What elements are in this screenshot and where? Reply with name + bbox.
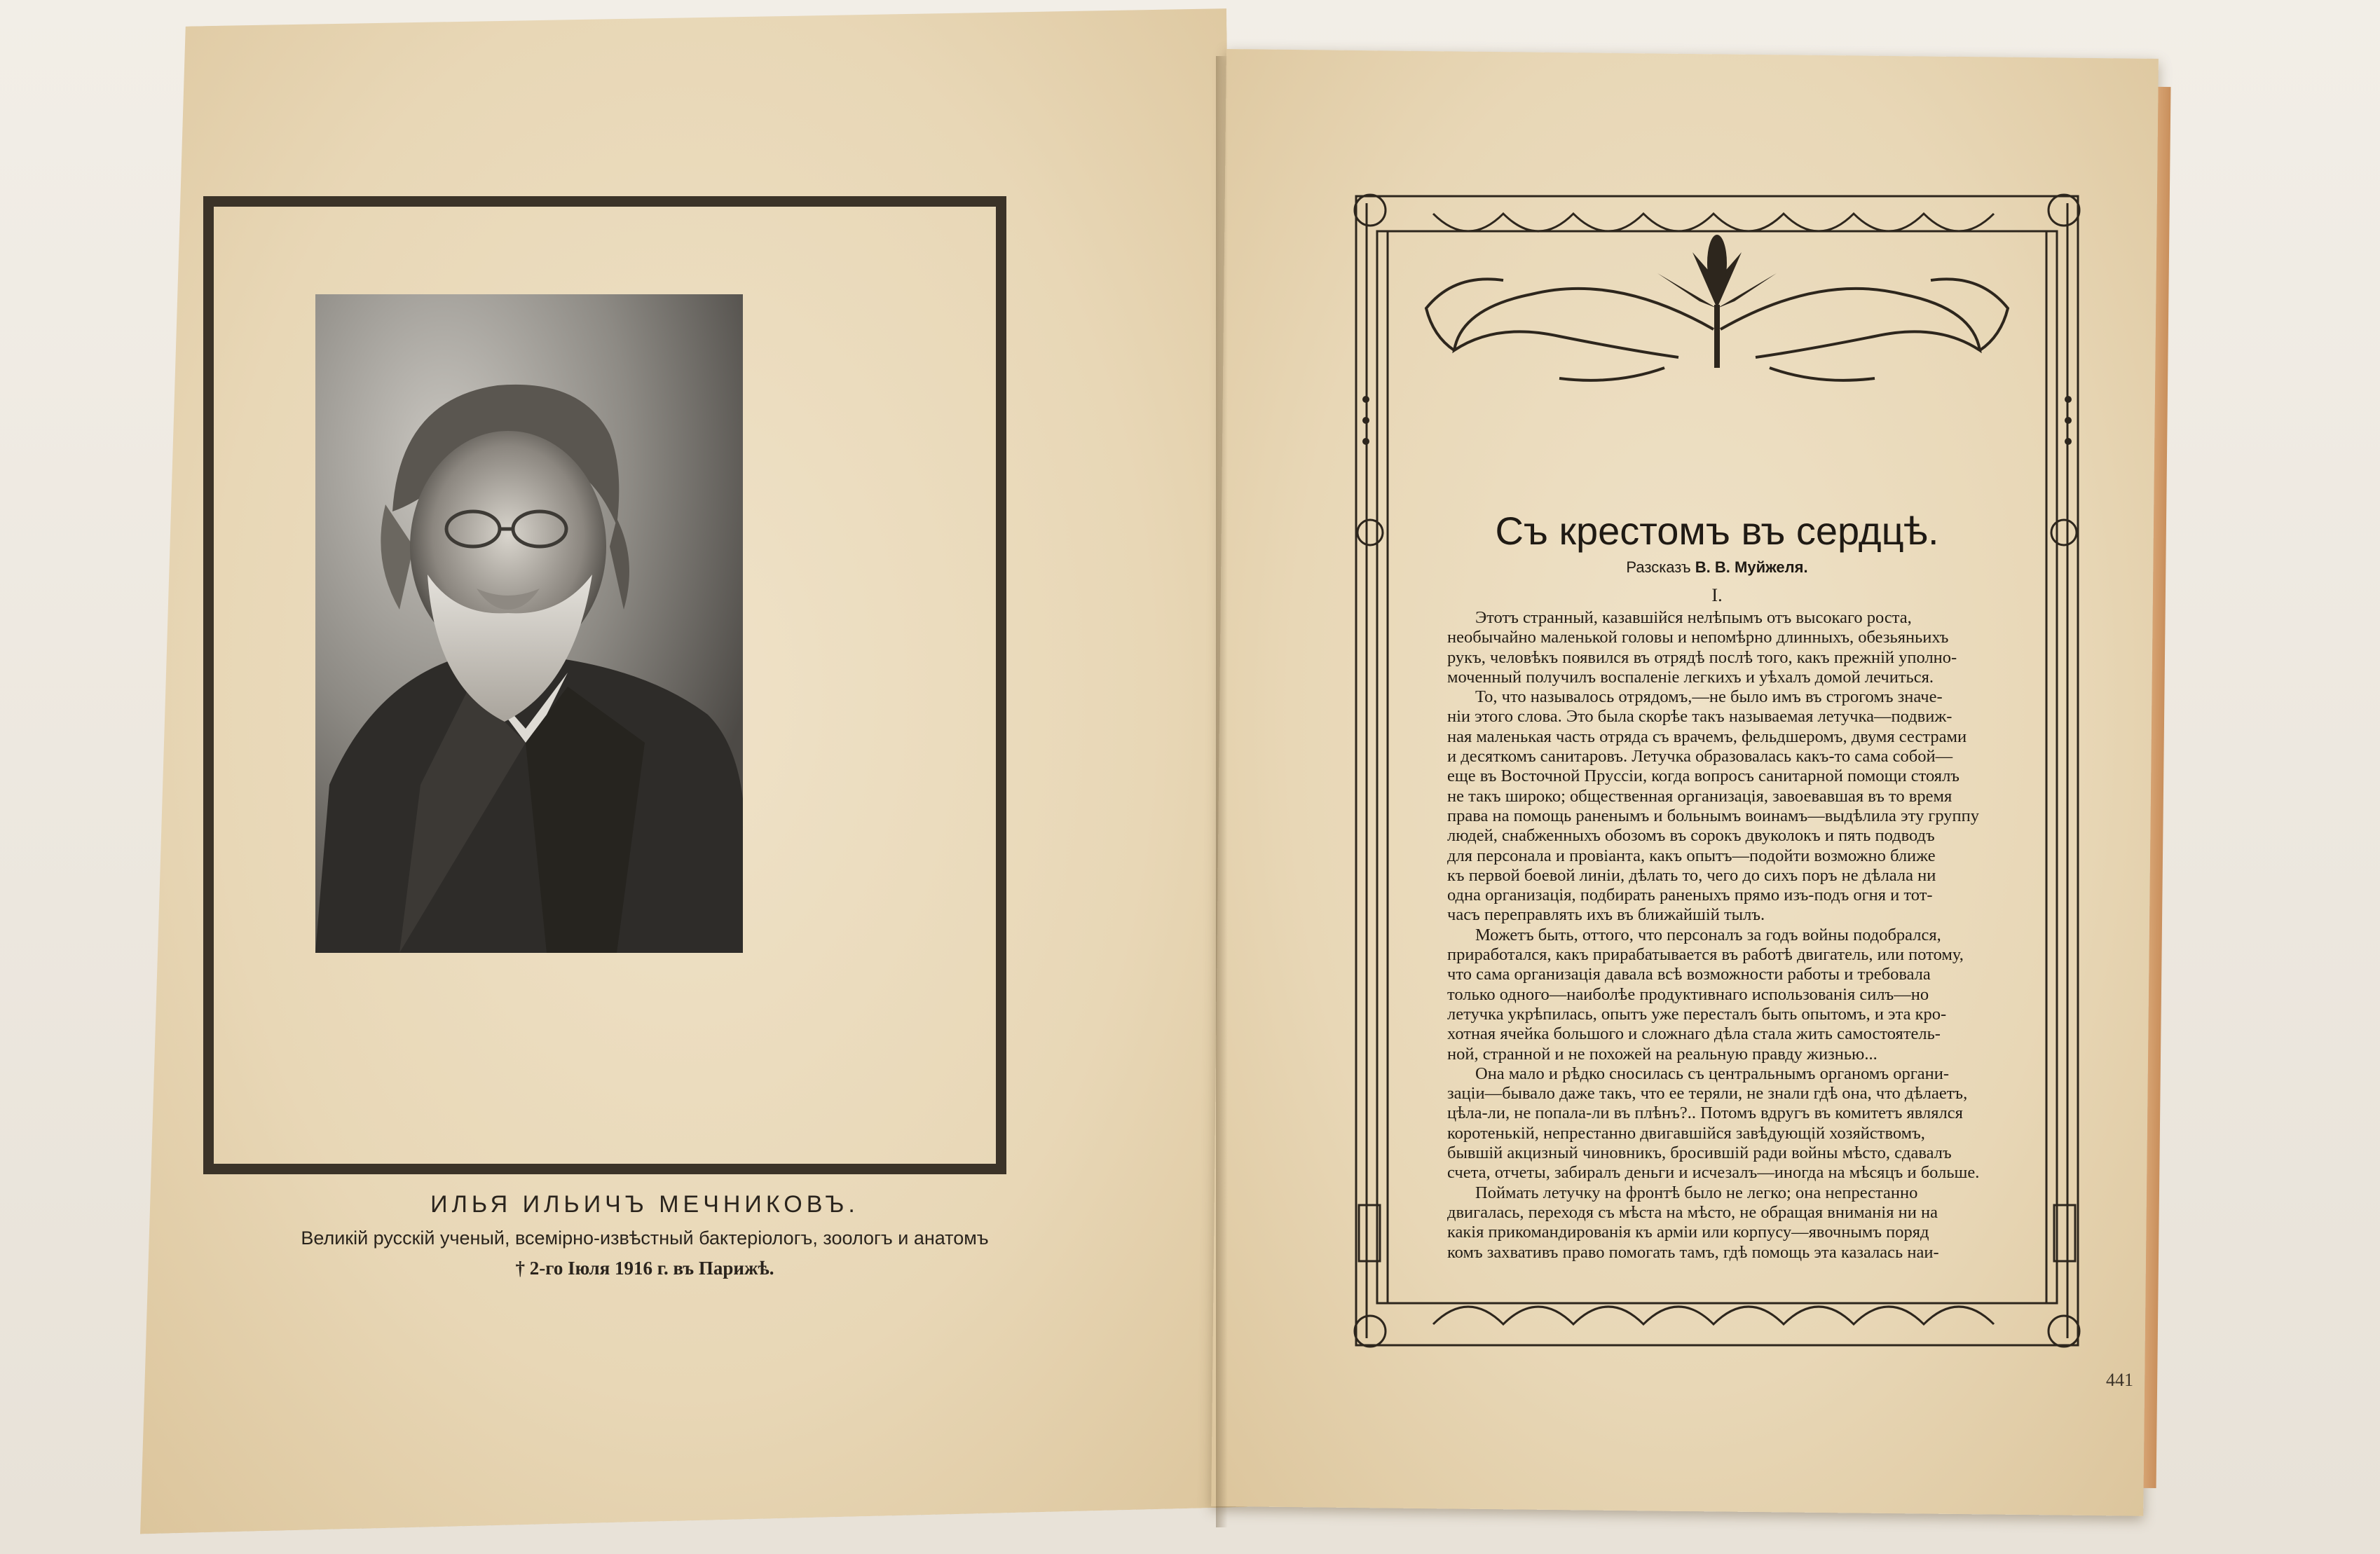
story-text-line: ная маленькая часть отряда съ врачемъ, фельдшеромъ, двумя сестрами: [1447, 727, 1967, 746]
story-text-line: бывшій акцизный чиновникъ, бросившій ради войны мѣсто, сдавалъ: [1447, 1143, 1952, 1163]
story-text-line: Поймать летучку на фронтѣ было не легко; она непрестанно: [1475, 1183, 1918, 1202]
story-text-line: и десяткомъ санитаровъ. Летучка образовалась какъ-то сама собой—: [1447, 747, 1953, 766]
story-text-line: цѣла-ли, не попала-ли въ плѣнъ?.. Потомъ вдругъ въ комитетъ являлся: [1447, 1103, 1963, 1123]
story-text-line: ной, странной и не похожей на реальную правду жизнью...: [1447, 1044, 1878, 1064]
portrait-caption-description: Великій русскій ученый, всемірно-извѣстный бактеріологъ, зоологъ и анатомъ: [301, 1228, 989, 1249]
story-text-line: Она мало и рѣдко сносилась съ центральнымъ органомъ органи-: [1475, 1064, 1950, 1083]
story-text-line: къ первой боевой линіи, дѣлать то, чего до сихъ поръ не дѣлала ни: [1447, 865, 1936, 885]
story-text-line: не такъ широко; общественная организація, завоевавшая въ то время: [1447, 786, 1952, 806]
author-name: В. В. Муйжеля.: [1695, 558, 1808, 576]
story-text-line: моченный получилъ воспаленіе легкихъ и уѣхалъ домой лечиться.: [1447, 667, 1934, 687]
portrait-caption-name: ИЛЬЯ ИЛЬИЧЪ МЕЧНИКОВЪ.: [430, 1191, 859, 1218]
story-text-line: что сама организація давала всѣ возможности работы и требовала: [1447, 965, 1931, 984]
story-text-line: коротенькій, непрестанно двигавшійся завѣдующій хозяйствомъ,: [1447, 1123, 1925, 1143]
story-text-line: еще въ Восточной Пруссіи, когда вопросъ санитарной помощи стоялъ: [1447, 766, 1960, 786]
chapter-number: I.: [1711, 585, 1723, 605]
story-body-text: [1447, 608, 2064, 1263]
story-text-line: одна организація, подбирать раненыхъ прямо изъ-подъ огня и тот-: [1447, 886, 1933, 905]
story-author: [1437, 558, 1997, 577]
story-text-line: заціи—бывало даже такъ, что ее теряли, не знали гдѣ она, что дѣлаетъ,: [1447, 1084, 1968, 1103]
story-text-line: людей, снабженныхъ обозомъ въ сорокъ двуколокъ и пять подводъ: [1447, 826, 1935, 846]
page-number: 441: [2106, 1370, 2133, 1390]
page-edge: [2144, 87, 2171, 1488]
story-text-line: необычайно маленькой головы и непомѣрно длинныхъ, обезьяньихъ: [1447, 628, 1949, 647]
story-text-line: права на помощь раненымъ и больнымъ воинамъ—выдѣлила эту группу: [1447, 806, 1980, 825]
story-title: Съ крестомъ въ сердцѣ.: [1495, 509, 1939, 553]
story-text-line: летучка укрѣпилась, опытъ уже пересталъ быть опытомъ, и эта кро-: [1447, 1004, 1947, 1024]
story-text-line: счета, отчеты, забиралъ деньги и исчезалъ—иногда на мѣсяцъ и больше.: [1447, 1163, 1980, 1183]
story-text-line: ніи этого слова. Это была скорѣе такъ называемая летучка—подвиж-: [1447, 707, 1952, 727]
story-text-line: приработался, какъ прирабатывается въ работѣ двигатель, или потому,: [1447, 945, 1964, 965]
spine-gutter: [1216, 56, 1236, 1527]
story-text-line: двигалась, переходя съ мѣста на мѣсто, не обращая вниманія ни на: [1447, 1202, 1938, 1222]
story-text-line: часъ переправлять ихъ въ ближайшій тылъ.: [1447, 905, 1765, 925]
story-text-line: Можетъ быть, оттого, что персоналъ за годъ войны подобрался,: [1475, 925, 1941, 944]
story-text-line: хотная ячейка большого и сложнаго дѣла стала жить самостоятель-: [1447, 1024, 1941, 1044]
story-text-line: То, что называлось отрядомъ,—не было имъ въ строгомъ значе-: [1475, 687, 1943, 707]
story-text-line: комъ захвативъ право помогать тамъ, гдѣ помощь эта казалась наи-: [1447, 1242, 1939, 1262]
portrait-photo: [315, 294, 743, 953]
story-text-line: только одного—наиболѣе продуктивнаго использованія силъ—но: [1447, 984, 1929, 1004]
portrait-caption-date: † 2-го Іюля 1916 г. въ Парижѣ.: [515, 1258, 774, 1279]
story-text-line: какія прикомандированія къ арміи или корпусу—явочнымъ поряд: [1447, 1223, 1929, 1242]
story-text-line: рукъ, человѣкъ появился въ отрядѣ послѣ того, какъ прежній уполно-: [1447, 647, 1957, 667]
story-text-line: Этотъ странный, казавшійся нелѣпымъ отъ высокаго роста,: [1475, 608, 1912, 627]
author-prefix: Разсказъ: [1626, 558, 1691, 576]
story-text-line: для персонала и провіанта, какъ опытъ—подойти возможно ближе: [1447, 846, 1936, 865]
